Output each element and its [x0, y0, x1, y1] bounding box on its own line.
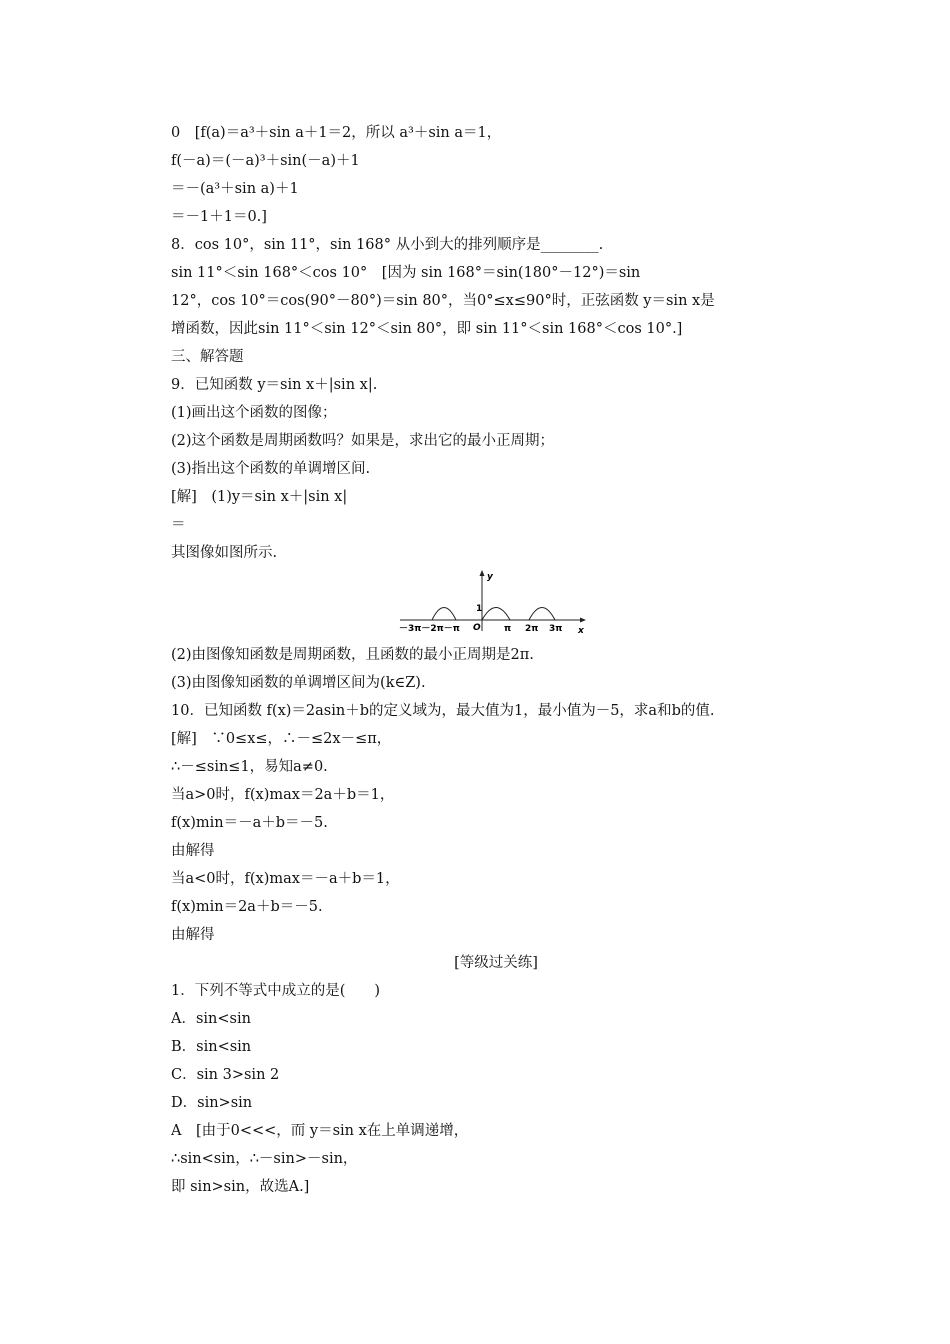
text-line: 由解得: [171, 843, 215, 859]
option-a: A．sin<sin: [171, 1011, 251, 1027]
section-title: [等级过关练]: [454, 955, 538, 971]
graph-arch: [432, 608, 456, 621]
text-line: (3)指出这个函数的单调增区间.: [171, 461, 371, 477]
graph-arch: [529, 608, 555, 621]
text-line: ∴sin<sin，∴－sin>－sin，: [171, 1151, 358, 1167]
text-line: A [由于0<<<，而 y＝sin x在上单调递增，: [171, 1123, 469, 1139]
text-line: 其图像如图所示.: [171, 545, 278, 561]
text-line: (2)这个函数是周期函数吗？如果是，求出它的最小正周期；: [171, 433, 555, 449]
text-line: (3)由图像知函数的单调增区间为(k∈Z).: [171, 675, 426, 691]
text-line: 10．已知函数 f(x)＝2asin＋b的定义域为，最大值为1，最小值为－5，求a和b的值.: [171, 703, 715, 719]
text-line: (2)由图像知函数是周期函数，且函数的最小正周期是2π.: [171, 647, 534, 663]
text-line: [解] (1)y＝sin x＋|sin x|: [171, 489, 348, 505]
text-line: 1．下列不等式中成立的是( ): [171, 983, 381, 999]
text-line: sin 11°＜sin 168°＜cos 10° [因为 sin 168°＝sin(180°－12°)＝sin: [171, 265, 641, 281]
y-axis-arrow: [480, 570, 485, 576]
option-c: C．sin 3>sin 2: [171, 1067, 280, 1083]
x-tick-labels-negative: －3π－2π－π: [399, 624, 460, 634]
graph-arch: [482, 608, 510, 621]
text-line: 即 sin>sin，故选A.]: [171, 1179, 310, 1195]
x-tick-label: 2π: [525, 624, 539, 634]
text-line: 0 [f(a)＝a³＋sin a＋1＝2，所以 a³＋sin a＝1，: [171, 125, 502, 141]
text-line: 增函数，因此sin 11°＜sin 12°＜sin 80°，即 sin 11°＜sin 168°＜cos 10°.]: [171, 321, 683, 337]
question-8: [171, 231, 821, 343]
function-graph: [396, 567, 596, 639]
text-line: 8．cos 10°，sin 11°，sin 168° 从小到大的排列顺序是________.: [171, 237, 604, 253]
section-heading: 三、解答题: [171, 349, 244, 365]
x-axis-label: x: [578, 626, 584, 636]
text-line: f(x)min＝2a＋b＝－5.: [171, 899, 323, 915]
question-10: [171, 697, 821, 949]
solution-block-7: [171, 119, 821, 231]
text-line: 由解得: [171, 927, 215, 943]
text-line: (1)画出这个函数的图像；: [171, 405, 337, 421]
text-line: f(－a)＝(－a)³＋sin(－a)＋1: [171, 153, 360, 169]
text-line: 当a<0时，f(x)max＝－a＋b＝1，: [171, 871, 400, 887]
text-line: ＝－1＋1＝0.]: [171, 209, 267, 225]
text-line: ＝: [171, 517, 186, 533]
y-axis-label: y: [487, 572, 493, 582]
x-axis-arrow: [580, 618, 586, 623]
document-page: [171, 119, 821, 1201]
function-graph-figure: [171, 567, 821, 641]
text-line: 当a>0时，f(x)max＝2a＋b＝1，: [171, 787, 395, 803]
question-9-answers: [171, 641, 821, 697]
y-tick-label: 1: [476, 604, 483, 614]
practice-question-1: [171, 977, 821, 1201]
origin-label: O: [473, 623, 481, 633]
x-tick-label: π: [504, 624, 512, 634]
text-line: ∴－≤sin≤1，易知a≠0.: [171, 759, 328, 775]
text-line: [解] ∵0≤x≤，∴－≤2x－≤π，: [171, 731, 392, 747]
text-line: 12°，cos 10°＝cos(90°－80°)＝sin 80°，当0°≤x≤90°时，正弦函数 y＝sin x是: [171, 293, 715, 309]
option-d: D．sin>sin: [171, 1095, 253, 1111]
option-b: B．sin<sin: [171, 1039, 252, 1055]
text-line: 9．已知函数 y＝sin x＋|sin x|.: [171, 377, 378, 393]
text-line: ＝－(a³＋sin a)＋1: [171, 181, 299, 197]
x-tick-label: 3π: [549, 624, 563, 634]
question-9: [171, 371, 821, 567]
text-line: f(x)min＝－a＋b＝－5.: [171, 815, 328, 831]
